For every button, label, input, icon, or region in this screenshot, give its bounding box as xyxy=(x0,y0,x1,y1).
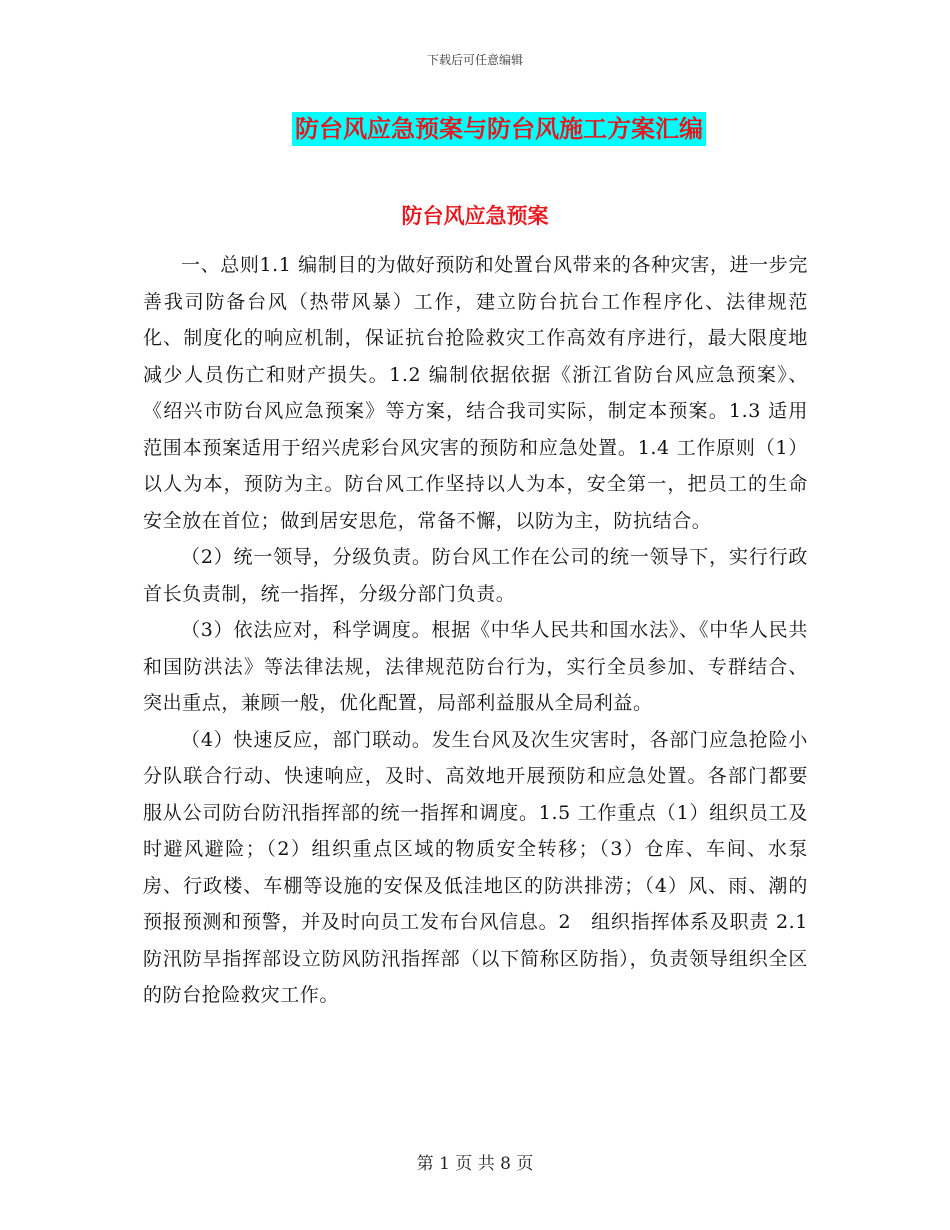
main-title: 防台风应急预案与防台风施工方案汇编 xyxy=(292,112,706,146)
paragraph: 一、总则1.1 编制目的为做好预防和处置台风带来的各种灾害，进一步完善我司防备台风（热带风暴）工作，建立防台抗台工作程序化、法律规范化、制度化的响应机制，保证抗台抢险救灾工作高效有序进行，最大限度地减少人员伤亡和财产损失。1.2 编制依据依据《浙江省防台风应急预案》、《绍兴市防台风应急预案》等方案，结合我司实际，制定本预案。1.3 适用范围本预案适用于绍兴虎彩台风灾害的预防和应急处置。1.4 工作原则（1）以人为本，预防为主。防台风工作坚持以人为本，安全第一，把员工的生命安全放在首位；做到居安思危，常备不懈，以防为主，防抗结合。 xyxy=(143,254,808,532)
paragraph: （2）统一领导，分级负责。防台风工作在公司的统一领导下，实行行政首长负责制，统一指挥，分级分部门负责。 xyxy=(143,546,808,605)
section-title: 防台风应急预案 xyxy=(401,204,549,228)
page-number: 第 1 页 共 8 页 xyxy=(416,1154,534,1174)
document-body xyxy=(143,247,808,1014)
page-header-note: 下载后可任意编辑 xyxy=(426,53,523,67)
main-title-container xyxy=(0,112,950,146)
paragraph: （4）快速反应，部门联动。发生台风及次生灾害时，各部门应急抢险小分队联合行动、快速响应，及时、高效地开展预防和应急处置。各部门都要服从公司防台防汛指挥部的统一指挥和调度。1.5 工作重点（1）组织员工及时避风避险；（2）组织重点区域的物质安全转移；（3）仓库、车间、水泵房、行政楼、车棚等设施的安保及低洼地区的防洪排涝；（4）风、雨、潮的预报预测和预警，并及时向员工发布台风信息。2 组织指挥体系及职责 2.1防汛防旱指挥部设立防风防汛指挥部（以下简称区防指），负责领导组织全区的防台抢险救灾工作。 xyxy=(143,728,808,1006)
paragraph: （3）依法应对，科学调度。根据《中华人民共和国水法》、《中华人民共和国防洪法》等法律法规，法律规范防台行为，实行全员参加、专群结合、突出重点，兼顾一般，优化配置，局部利益服从全局利益。 xyxy=(143,619,808,714)
